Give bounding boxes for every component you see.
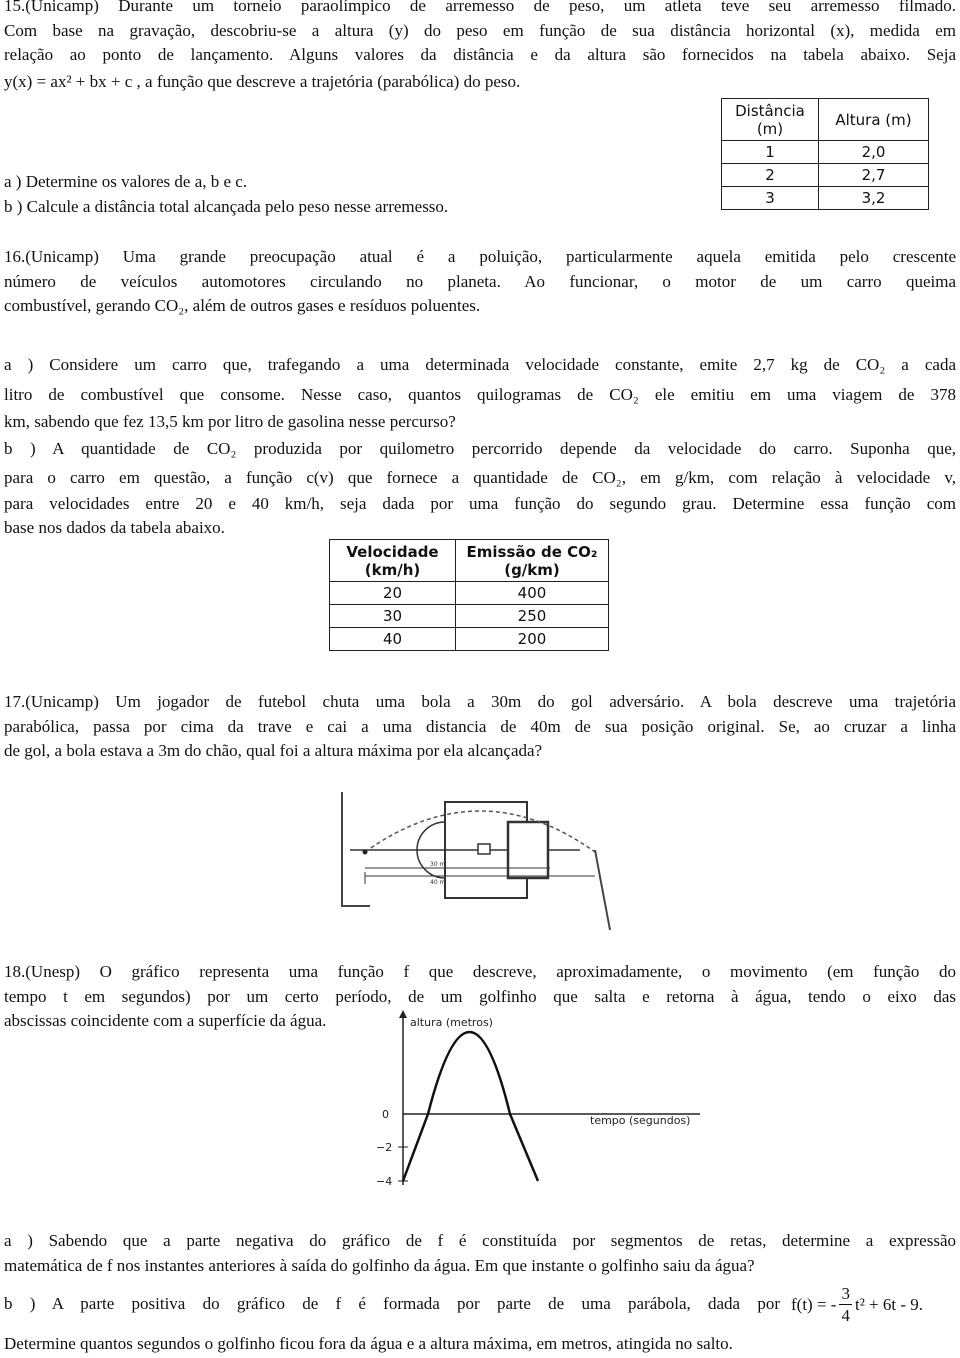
tick-minus-4: −4	[376, 1175, 393, 1188]
q15-table	[721, 98, 929, 210]
q16-statement	[4, 245, 956, 319]
formula-numerator: 3	[841, 1283, 850, 1303]
q16-header-emission: Emissão de CO₂ (g/km)	[456, 540, 609, 582]
dolphin-graph	[360, 1010, 720, 1195]
table-cell: 400	[456, 582, 609, 605]
table-cell: 30	[330, 605, 456, 628]
table-cell: 2	[722, 164, 819, 187]
table-cell: 20	[330, 582, 456, 605]
q18-line-2: tempo t em segundos) por um certo período, de um golfinho que salta e retorna à água, tendo o eixo das	[4, 986, 956, 1006]
goal-post	[478, 844, 490, 854]
x-axis-label: tempo (segundos)	[590, 1114, 691, 1127]
label-40m: 40 m	[430, 879, 446, 886]
q15-item-b: b ) Calcule a distância total alcançada pelo peso nesse arremesso.	[4, 197, 449, 216]
table-cell: 2,7	[819, 164, 929, 187]
label-30m: 30 m	[430, 861, 446, 868]
table-cell: 40	[330, 628, 456, 651]
formula-denominator: 4	[841, 1305, 850, 1325]
table-cell: 200	[456, 628, 609, 651]
q15-header-height: Altura (m)	[819, 99, 929, 141]
table-cell: 2,0	[819, 141, 929, 164]
field-sideline	[595, 850, 610, 930]
q15-header-distance: Distância (m)	[722, 99, 819, 141]
table-cell: 3	[722, 187, 819, 210]
q17-line-3: de gol, a bola estava a 3m do chão, qual foi a altura máxima por ela alcançada?	[4, 741, 543, 760]
q15-statement	[4, 0, 956, 68]
table-cell: 3,2	[819, 187, 929, 210]
tick-minus-2: −2	[376, 1141, 393, 1154]
q18-line-3: abscissas coincidente com a superfície da água.	[4, 1011, 327, 1030]
q18-formula	[791, 1278, 923, 1332]
formula-fraction	[839, 1284, 852, 1327]
y-axis-label: altura (metros)	[410, 1016, 493, 1029]
formula-rhs: t² + 6t - 9.	[854, 1295, 924, 1314]
q15-line-3: relação ao ponto de lançamento. Alguns valores da distância e da altura são fornecidos na tabela abaixo. Seja	[4, 45, 956, 64]
q16-line-2: número de veículos automotores circulando no planeta. Ao funcionar, o motor de um carro queima	[4, 271, 956, 291]
q15-line-1: 15.(Unicamp) Durante um torneio paraolímpico de arremesso de peso, um atleta teve seu arremesso filmado.	[4, 0, 956, 15]
q15-line-2: Com base na gravação, descobriu-se a altura (y) do peso em função de sua distância horizontal (x), medida em	[4, 20, 956, 40]
q17-line-2: parabólica, passa por cima da trave e cai a uma distancia de 40m de sua posição original. Se, ao cruzar a linha	[4, 716, 956, 736]
y-axis-arrow	[399, 1010, 407, 1018]
goal-box	[508, 822, 548, 878]
q17-line-1: 17.(Unicamp) Um jogador de futebol chuta uma bola a 30m do gol adversário. A bola descreve uma trajetória	[4, 692, 956, 711]
table-cell: 1	[722, 141, 819, 164]
q16-line-1: 16.(Unicamp) Uma grande preocupação atual é a poluição, particularmente aquela emitida pelo crescente	[4, 247, 956, 266]
field-line	[342, 792, 370, 906]
parabola-segment	[428, 1032, 510, 1114]
ball	[363, 850, 368, 855]
q15-item-a: a ) Determine os valores de a, b e c.	[4, 172, 248, 191]
soccer-field-figure	[330, 780, 630, 940]
q17-statement	[4, 690, 956, 764]
return-segment	[510, 1114, 538, 1181]
q18-line-1: 18.(Unesp) O gráfico representa uma função f que descreve, aproximadamente, o movimento (em função do	[4, 962, 956, 981]
q15-function-line: y(x) = ax² + bx + c , a função que descreve a trajetória (parabólica) do peso.	[4, 72, 521, 91]
q16-header-speed: Velocidade (km/h)	[330, 540, 456, 582]
q16-item-a: a ) Considere um carro que, trafegando a uma determinada velocidade constante, emite 2,7 kg de CO₂ a cada litro de combustível que consome. Nesse caso, quantos quilogramas de CO₂ ele emitiu em uma viagem de 378 km, sabendo que fez 13,5 km por litro de gasolina nesse percurso?	[4, 355, 956, 431]
tick-0: 0	[382, 1108, 389, 1121]
q16-item-b: b ) A quantidade de CO₂ produzida por quilometro percorrido depende da velocidade do carro. Suponha que, para o carro em questão, a função c(v) que fornece a quantidade de CO₂, em g/km, com relação à velocidade v, para velocidades entre 20 e 40 km/h, seja dada por uma função do segundo grau. Determine essa função com base nos dados da tabela abaixo.	[4, 439, 956, 537]
q18-final-line: Determine quantos segundos o golfinho ficou fora da água e a altura máxima, em metros, atingida no salto.	[4, 1334, 733, 1353]
q16-line-3: combustível, gerando CO₂, além de outros gases e resíduos poluentes.	[4, 296, 481, 315]
q16-table	[329, 539, 609, 651]
formula-lhs: f(t) = -	[791, 1295, 837, 1314]
table-cell: 250	[456, 605, 609, 628]
q18-item-a: a ) Sabendo que a parte negativa do gráfico de f é constituída por segmentos de retas, determine a expressão matemática de f nos instantes anteriores à saída do golfinho da água. Em que instante o golfinho saiu da água?	[4, 1231, 956, 1275]
